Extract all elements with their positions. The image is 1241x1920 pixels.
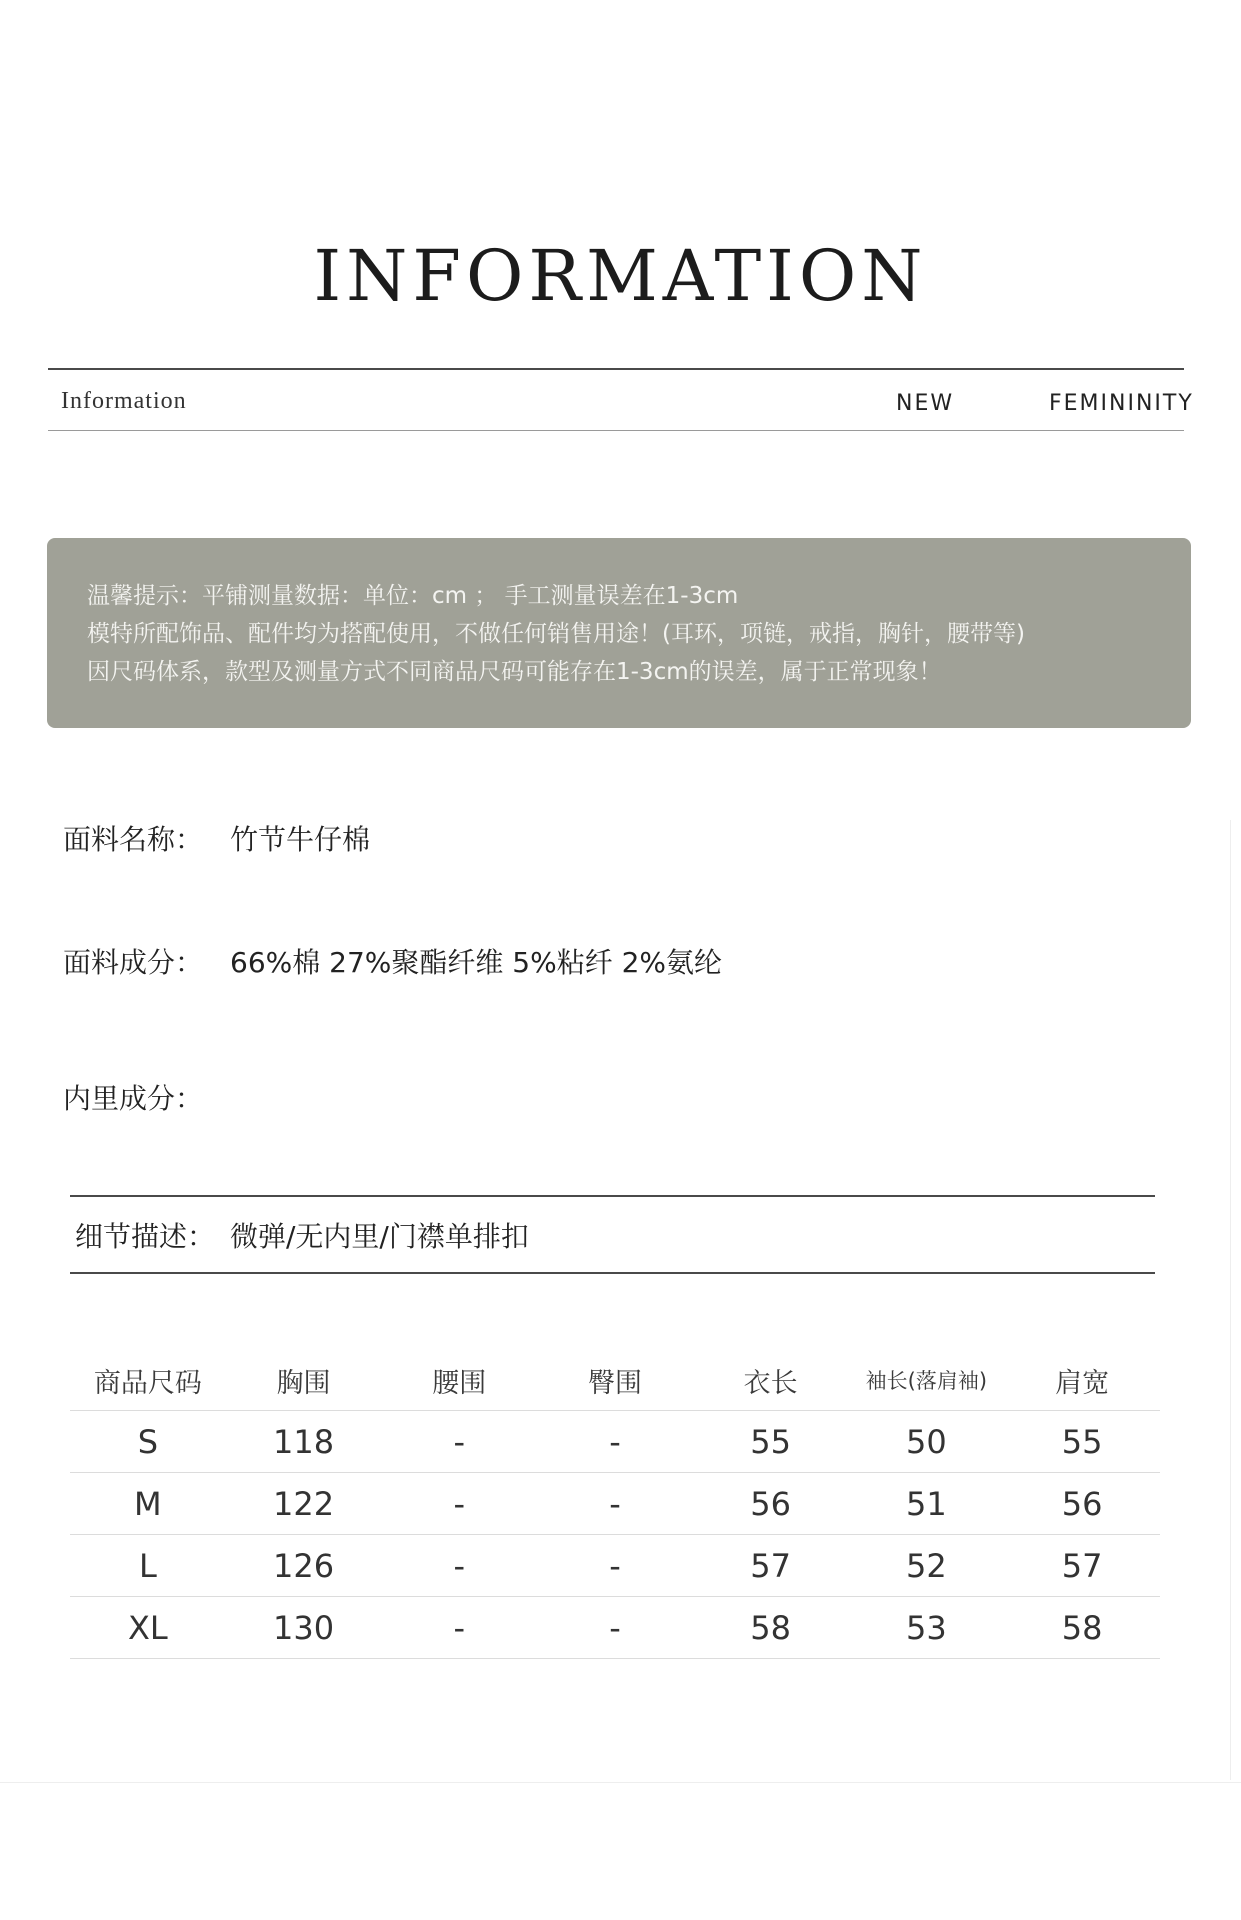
- table-row: [70, 1597, 1160, 1659]
- fabric-name-label: 面料名称：: [63, 823, 204, 856]
- cell-length: 55: [693, 1411, 849, 1473]
- cell-hip: -: [537, 1411, 693, 1473]
- cell-shoulder: 58: [1004, 1597, 1160, 1659]
- cell-waist: -: [381, 1473, 537, 1535]
- cell-size: S: [70, 1411, 226, 1473]
- notice-line-measurement: 温馨提示：平铺测量数据：单位：cm ； 手工测量误差在1-3cm: [87, 583, 739, 609]
- cell-waist: -: [381, 1411, 537, 1473]
- page-edge-line: [1230, 820, 1231, 1780]
- cell-chest: 130: [226, 1597, 382, 1659]
- cell-size: M: [70, 1473, 226, 1535]
- header-sleeve: 袖长(落肩袖): [849, 1350, 1005, 1411]
- cell-chest: 122: [226, 1473, 382, 1535]
- banner-information-label: Information: [61, 388, 187, 414]
- cell-hip: -: [537, 1473, 693, 1535]
- cell-chest: 118: [226, 1411, 382, 1473]
- detail-top-rule: [70, 1195, 1155, 1197]
- cell-sleeve: 52: [849, 1535, 1005, 1597]
- cell-shoulder: 55: [1004, 1411, 1160, 1473]
- header-size: 商品尺码: [70, 1350, 226, 1411]
- header-chest: 胸围: [226, 1350, 382, 1411]
- page-bottom-line: [0, 1782, 1241, 1783]
- banner-top-rule: [48, 368, 1184, 370]
- size-table-header-row: [70, 1350, 1160, 1411]
- header-hip: 臀围: [537, 1350, 693, 1411]
- cell-size: XL: [70, 1597, 226, 1659]
- cell-sleeve: 51: [849, 1473, 1005, 1535]
- cell-shoulder: 56: [1004, 1473, 1160, 1535]
- header-length: 衣长: [693, 1350, 849, 1411]
- banner-bottom-rule: [48, 430, 1184, 431]
- fabric-name-value: 竹节牛仔棉: [230, 823, 371, 856]
- cell-waist: -: [381, 1597, 537, 1659]
- detail-value: 微弹/无内里/门襟单排扣: [230, 1220, 529, 1253]
- banner-new-label: NEW: [896, 391, 955, 416]
- table-row: [70, 1473, 1160, 1535]
- cell-sleeve: 50: [849, 1411, 1005, 1473]
- composition-value: 66%棉 27%聚酯纤维 5%粘纤 2%氨纶: [230, 946, 723, 979]
- cell-shoulder: 57: [1004, 1535, 1160, 1597]
- composition-label: 面料成分：: [63, 946, 204, 979]
- banner-femininity-label: FEMININITY: [1049, 391, 1194, 416]
- cell-length: 57: [693, 1535, 849, 1597]
- header-waist: 腰围: [381, 1350, 537, 1411]
- cell-chest: 126: [226, 1535, 382, 1597]
- cell-sleeve: 53: [849, 1597, 1005, 1659]
- size-table: [70, 1350, 1160, 1659]
- table-row: [70, 1411, 1160, 1473]
- detail-bottom-rule: [70, 1272, 1155, 1274]
- notice-line-size-error: 因尺码体系，款型及测量方式不同商品尺码可能存在1-3cm的误差，属于正常现象！: [87, 659, 942, 685]
- cell-length: 58: [693, 1597, 849, 1659]
- lining-label: 内里成分：: [63, 1082, 204, 1115]
- cell-hip: -: [537, 1535, 693, 1597]
- cell-length: 56: [693, 1473, 849, 1535]
- notice-box: [47, 538, 1191, 728]
- cell-size: L: [70, 1535, 226, 1597]
- notice-line-accessories: 模特所配饰品、配件均为搭配使用，不做任何销售用途！(耳环，项链，戒指，胸针，腰带等): [87, 621, 1025, 647]
- detail-label: 细节描述：: [75, 1220, 216, 1253]
- table-row: [70, 1535, 1160, 1597]
- cell-hip: -: [537, 1597, 693, 1659]
- page-title: INFORMATION: [313, 235, 928, 317]
- header-shoulder: 肩宽: [1004, 1350, 1160, 1411]
- cell-waist: -: [381, 1535, 537, 1597]
